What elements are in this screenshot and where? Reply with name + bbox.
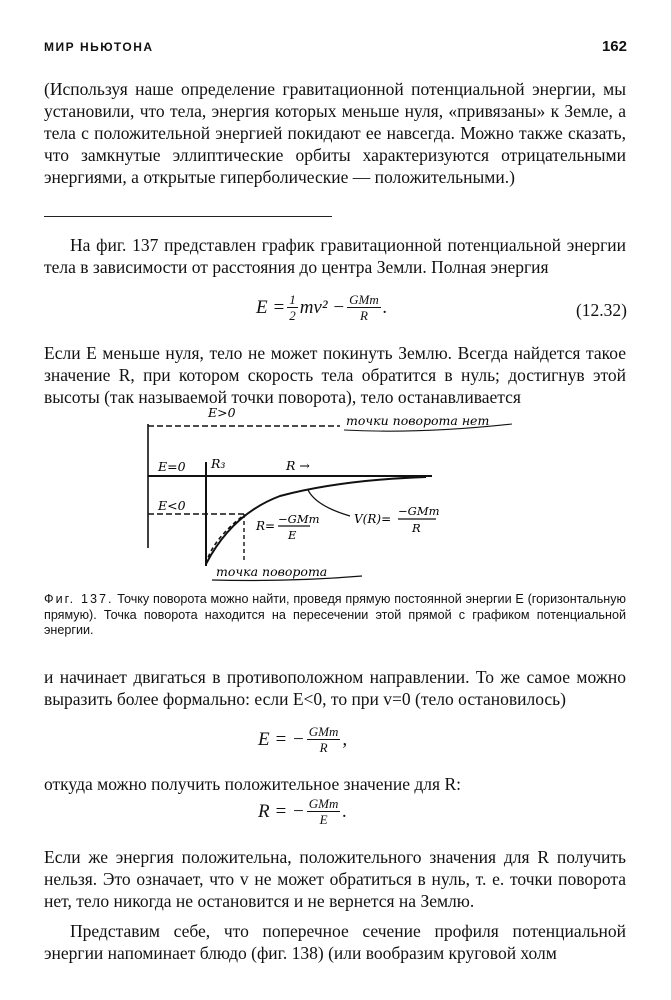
eq1-fraction-half xyxy=(287,292,298,323)
paragraph-1: (Используя наше определение гравитационной потенциальной энергии, мы установили, что тела, энергия которых меньше нуля, «привязаны» к Земле, а тела с положительной энергией покидают ее навсегда. Можно также сказать, что замкнутые эллиптические орбиты характеризуются отрицательными энергиями, а открытые гиперболические — положительными.) xyxy=(44,79,626,187)
figure-label-e-positive: E>0 xyxy=(208,405,236,420)
eq3-frac-num: GMm xyxy=(308,796,339,811)
figure-label-v-lhs: V(R)= xyxy=(354,512,392,526)
figure-caption xyxy=(44,592,626,639)
figure-label-no-turn: точки поворота нет xyxy=(346,413,490,428)
equation-radius xyxy=(258,796,347,827)
paragraph-5: откуда можно получить положительное значение для R: xyxy=(44,774,461,794)
eq2-lhs: E = − xyxy=(258,728,305,750)
eq2-frac-num: GMm xyxy=(308,724,339,739)
equation-number: (12.32) xyxy=(575,300,627,320)
eq3-tail: . xyxy=(342,800,348,822)
figure-caption-text: Точку поворота можно найти, проведя прямую постоянной энергии E (горизонтальную прямую). Точка поворота находится на пересечении этой прямой с графиком потенциальной энергии. xyxy=(44,592,626,637)
figure-label-r-arrow: R → xyxy=(286,458,310,473)
figure-label-r3: R₃ xyxy=(211,456,226,471)
running-head: МИР НЬЮТОНА xyxy=(44,40,154,54)
figure-label-v-num: −GMm xyxy=(398,504,440,518)
page-number: 162 xyxy=(601,38,627,55)
eq3-fraction xyxy=(307,796,341,827)
paragraph-7: Представим себе, что поперечное сечение профиля потенциальной энергии напоминает блюдо (фиг. 138) (или вообразим круговой холм xyxy=(44,921,626,963)
paragraph-4: и начинает двигаться в противоположном направлении. То же самое можно выразить более формально: если E<0, то при v=0 (тело остановилось) xyxy=(44,667,626,709)
eq1-fraction-gmm xyxy=(347,292,381,323)
figure-label-v-den: R xyxy=(412,521,421,535)
eq1-frac1-num: 1 xyxy=(289,292,296,307)
eq3-lhs: R = − xyxy=(258,800,305,822)
eq1-frac2-den: R xyxy=(359,308,368,323)
eq1-frac2-num: GMm xyxy=(349,292,379,307)
equation-12-32 xyxy=(256,292,387,323)
eq2-frac-den: R xyxy=(319,740,328,755)
eq1-mid: mv² − xyxy=(299,296,346,318)
eq1-frac1-den: 2 xyxy=(289,308,296,323)
eq2-tail: , xyxy=(342,728,348,750)
figure-caption-label: Фиг. 137. xyxy=(44,592,114,606)
equation-energy xyxy=(258,724,347,755)
figure-label-e-zero: E=0 xyxy=(158,459,186,474)
eq2-fraction xyxy=(307,724,341,755)
figure-137 xyxy=(140,404,540,588)
figure-label-r-turn-den: E xyxy=(288,528,297,542)
eq3-frac-den: E xyxy=(319,812,328,827)
figure-label-r-turn-lhs: R= xyxy=(256,519,276,533)
section-divider xyxy=(44,216,332,217)
eq1-lhs: E = xyxy=(256,296,286,318)
paragraph-3: Если E меньше нуля, тело не может покинуть Землю. Всегда найдется такое значение R, при котором скорость тела обратится в нуль; достигнув этой высоты (так называемой точки поворота), тело останавливается xyxy=(44,343,626,407)
eq1-tail: . xyxy=(382,296,388,318)
paragraph-6: Если же энергия положительна, положительного значения для R получить нельзя. Это означает, что v не может обратиться в нуль, т. е. точки поворота нет, тело никогда не остановится и не вернется на Землю. xyxy=(44,847,626,911)
figure-label-turn-point: точка поворота xyxy=(216,564,328,579)
figure-label-e-negative: E<0 xyxy=(158,498,186,513)
paragraph-2: На фиг. 137 представлен график гравитационной потенциальной энергии тела в зависимости от расстояния до центра Земли. Полная энергия xyxy=(44,235,626,277)
figure-label-r-turn-num: −GMm xyxy=(278,512,320,526)
